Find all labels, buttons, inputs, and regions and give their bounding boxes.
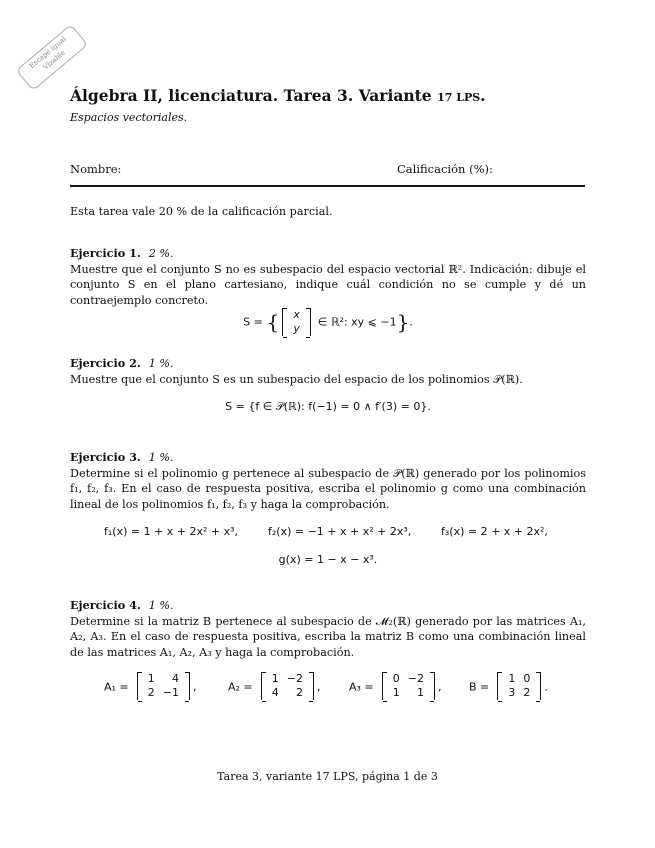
polynomial-g: g(x) = 1 − x − x³. — [278, 553, 378, 566]
exercise-1-formula: S = { x y ∈ ℝ²: xy ⩽ −1}. — [243, 308, 413, 335]
exercise-pct: 1 %. — [148, 599, 174, 612]
exercise-text: Muestre que el conjunto S es un subespacio del espacio de los polinomios 𝒫(ℝ). — [70, 372, 523, 386]
exercise-pct: 1 %. — [148, 451, 174, 464]
polynomial-f3: f₃(x) = 2 + x + 2x², — [441, 525, 548, 538]
exercise-pct: 1 %. — [148, 357, 174, 370]
exercise-2-formula: S = {f ∈ 𝒫(ℝ): f(−1) = 0 ∧ f′(3) = 0}. — [225, 400, 431, 413]
matrix-b: B = 1 0 3 2 . — [469, 672, 548, 699]
exercise-title: Ejercicio 3. — [70, 450, 141, 464]
exercise-title: Ejercicio 1. — [70, 246, 141, 260]
page-title: Álgebra II, licenciatura. Tarea 3. Variante 17 LPS. — [70, 86, 486, 105]
watermark-stamp: Escape igual Vizable — [16, 24, 89, 91]
matrix-a2: A₂ = 1 −2 4 2 , — [228, 672, 321, 699]
intro-text: Esta tarea vale 20 % de la calificación parcial. — [70, 205, 333, 218]
nombre-label: Nombre: — [70, 162, 122, 176]
exercise-title: Ejercicio 2. — [70, 356, 141, 370]
vector-xy: x y — [282, 308, 311, 336]
exercise-pct: 2 %. — [148, 247, 174, 260]
exercise-title: Ejercicio 4. — [70, 598, 141, 612]
calificacion-label: Calificación (%): — [397, 162, 493, 176]
polynomial-f1: f₁(x) = 1 + x + 2x² + x³, — [104, 525, 239, 538]
exercise-4 — [70, 598, 586, 660]
exercise-3 — [70, 450, 586, 512]
polynomial-f2: f₂(x) = −1 + x + x² + 2x³, — [268, 525, 412, 538]
exercise-text: Determine si la matriz B pertenece al subespacio de 𝓜₂(ℝ) generado por las matrices A₁, A₂, A₃. En el caso de respuesta positiva, escriba la matriz B como una combinación lineal de las matrices A₁, A₂, A₃ y haga la comprobación. — [70, 614, 586, 659]
exercise-1 — [70, 246, 586, 308]
matrix-a3: A₃ = 0 −2 1 1 , — [349, 672, 442, 699]
exercise-text: Determine si el polinomio g pertenece al subespacio de 𝒫(ℝ) generado por los polinomios f₁, f₂, f₃. En el caso de respuesta positiva, escriba el polinomio g como una combinación lineal de los polinomios f₁, f₂, f₃ y haga la comprobación. — [70, 466, 586, 511]
header-rule — [70, 185, 585, 187]
page-footer: Tarea 3, variante 17 LPS, página 1 de 3 — [217, 770, 438, 783]
exercise-text: Muestre que el conjunto S no es subespacio del espacio vectorial ℝ². Indicación: dibuje el conjunto S en el plano cartesiano, indique cuál condición no se cumple y dé un contraejemplo concreto. — [70, 262, 586, 307]
matrix-a1: A₁ = 1 4 2 −1 , — [104, 672, 197, 699]
exercise-2 — [70, 356, 586, 387]
page-subtitle: Espacios vectoriales. — [70, 111, 188, 124]
